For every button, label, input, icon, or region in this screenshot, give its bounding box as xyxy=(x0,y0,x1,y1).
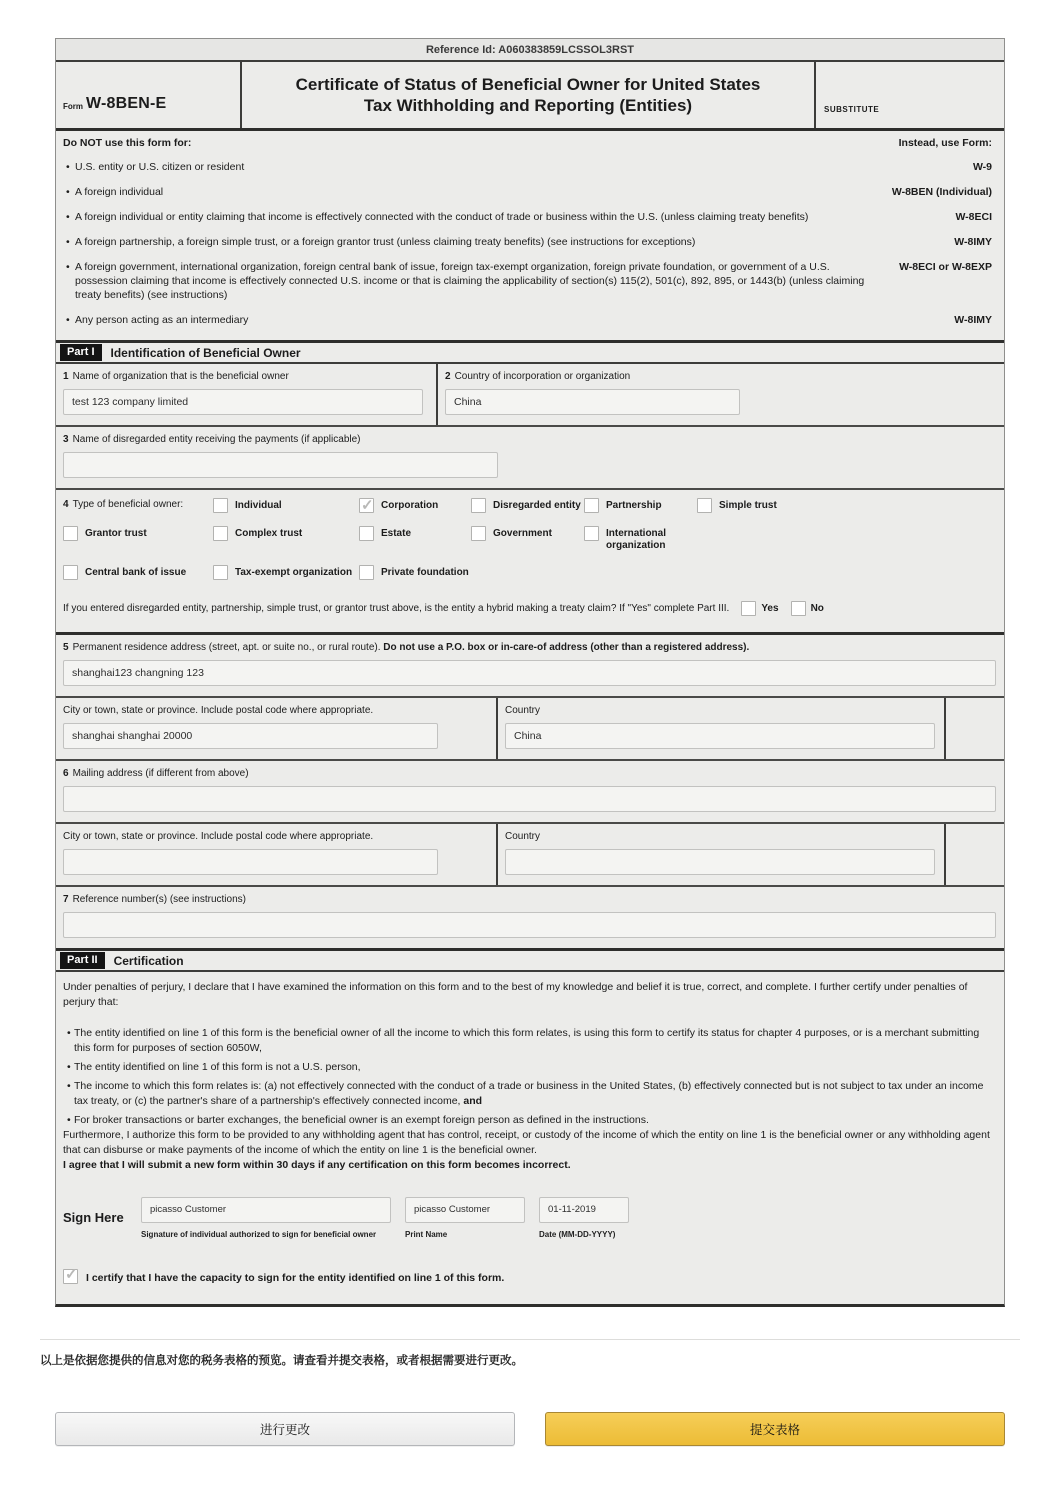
date-input[interactable]: 01-11-2019 xyxy=(539,1197,629,1223)
bullet-icon: • xyxy=(67,1114,71,1126)
hybrid-question-row xyxy=(63,601,996,616)
certification-section xyxy=(56,972,1004,1304)
option-complex-trust: Complex trust xyxy=(213,526,359,552)
form-word: Form xyxy=(63,102,83,111)
row-field-3 xyxy=(56,427,1004,490)
row-field-5 xyxy=(56,635,1004,698)
field-1-label: 1 Name of organization that is the beneficial owner xyxy=(63,371,289,382)
do-not-use-text: A foreign individual or entity claiming that income is effectively connected with the conduct of trade or business within the U.S. (unless claiming treaty benefits) xyxy=(75,211,809,223)
checkbox-capacity-certify[interactable] xyxy=(63,1269,78,1284)
do-not-use-text: A foreign government, international organization, foreign central bank of issue, foreign tax-exempt organization, foreign private foundation, or government of a U.S. possession claiming that income is effectively connected U.S. income or that is claiming the applicability of section(s) 115(2), 501(c), 892, 895, or 1443(b) (unless claiming treaty benefits) (see instructions) xyxy=(75,261,865,301)
row-city-country-1 xyxy=(56,698,1004,761)
mailing-country-label: Country xyxy=(505,831,541,842)
bullet-icon: • xyxy=(67,1080,71,1092)
row-city-country-2 xyxy=(56,824,1004,887)
do-not-use-item xyxy=(63,185,992,199)
capacity-certify-row xyxy=(63,1268,994,1286)
org-name-input[interactable]: test 123 company limited xyxy=(63,389,423,415)
divider xyxy=(40,1339,1020,1340)
option-central-bank: Central bank of issue xyxy=(63,565,213,580)
substitute-cell xyxy=(814,62,1004,128)
checkbox-hybrid-yes[interactable] xyxy=(741,601,756,616)
row-field-1-2 xyxy=(56,364,1004,427)
do-not-use-text: A foreign partnership, a foreign simple trust, or a foreign grantor trust (unless claiming treaty benefits) (see instructions for exceptions) xyxy=(75,236,696,248)
print-name-group xyxy=(405,1197,525,1242)
checkbox-partnership[interactable] xyxy=(584,498,599,513)
option-estate: Estate xyxy=(359,526,471,552)
city-input[interactable]: shanghai shanghai 20000 xyxy=(63,723,438,749)
part2-title: Certification xyxy=(113,953,184,968)
part1-title: Identification of Beneficial Owner xyxy=(110,345,301,360)
instead-form-name: W-8ECI xyxy=(955,211,992,223)
mailing-city-label: City or town, state or province. Include postal code where appropriate. xyxy=(63,831,374,842)
field-2-cell xyxy=(438,364,1004,425)
checkbox-individual[interactable] xyxy=(213,498,228,513)
form-title-line1: Certificate of Status of Beneficial Owner for United States xyxy=(295,75,761,94)
agree-statement: I agree that I will submit a new form within 30 days if any certification on this form becomes incorrect. xyxy=(63,1159,571,1171)
checkbox-hybrid-no[interactable] xyxy=(791,601,806,616)
row-field-6 xyxy=(56,761,1004,824)
do-not-use-header xyxy=(63,137,992,149)
checkbox-estate[interactable] xyxy=(359,526,374,541)
do-not-use-item xyxy=(63,313,992,327)
instead-use-form-heading: Instead, use Form: xyxy=(898,137,992,149)
instead-form-name: W-8IMY xyxy=(954,236,992,248)
checkbox-corporation[interactable] xyxy=(359,498,374,513)
signature-group xyxy=(141,1197,391,1242)
form-title-cell xyxy=(242,62,814,128)
row-field-7 xyxy=(56,887,1004,951)
sign-here-label: Sign Here xyxy=(63,1210,124,1225)
certification-bullet: • The entity identified on line 1 of this form is not a U.S. person, xyxy=(63,1060,994,1075)
bullet-icon: • xyxy=(66,236,70,248)
field-1-cell xyxy=(56,364,438,425)
bullet-icon: • xyxy=(66,161,70,173)
instead-form-name: W-9 xyxy=(972,161,992,173)
country-label: Country xyxy=(505,705,541,716)
bullet-icon: • xyxy=(66,261,70,273)
part2-chip: Part II xyxy=(60,952,105,969)
option-corporation: ✓ Corporation xyxy=(359,498,471,513)
form-number: W-8BEN-E xyxy=(86,95,167,112)
w8bene-form xyxy=(55,38,1005,1307)
mailing-city-input[interactable] xyxy=(63,849,438,875)
bullet-icon: • xyxy=(66,314,70,326)
do-not-use-heading: Do NOT use this form for: xyxy=(63,137,192,149)
spacer-cell xyxy=(946,824,1004,885)
city-cell xyxy=(56,698,498,759)
spacer-cell xyxy=(946,698,1004,759)
bullet-icon: • xyxy=(67,1061,71,1073)
instead-form-name: W-8BEN (Individual) xyxy=(891,186,992,198)
do-not-use-section xyxy=(56,131,1004,343)
reference-numbers-input[interactable] xyxy=(63,912,996,938)
make-changes-button[interactable]: 进行更改 xyxy=(55,1412,515,1446)
certification-intro: Under penalties of perjury, I declare that I have examined the information on this form and to the best of my knowledge and belief it is true, correct, and complete. I further certify under penalties of perjury that: xyxy=(63,981,968,1008)
checkbox-tax-exempt-organization[interactable] xyxy=(213,565,228,580)
bullet-icon: • xyxy=(67,1027,71,1039)
checkbox-international-organization[interactable] xyxy=(584,526,599,541)
print-name-input[interactable]: picasso Customer xyxy=(405,1197,525,1223)
date-caption: Date (MM-DD-YYYY) xyxy=(539,1230,616,1239)
form-number-cell xyxy=(56,62,242,128)
signature-input[interactable]: picasso Customer xyxy=(141,1197,391,1223)
part1-chip: Part I xyxy=(60,344,102,361)
form-title-line2: Tax Withholding and Reporting (Entities) xyxy=(363,96,693,115)
capacity-certify-text: I certify that I have the capacity to sign for the entity identified on line 1 of this form. xyxy=(86,1272,505,1284)
row-field-4 xyxy=(56,490,1004,635)
option-simple-trust: Simple trust xyxy=(697,498,996,513)
signature-caption: Signature of individual authorized to sign for beneficial owner xyxy=(141,1230,377,1239)
city-label: City or town, state or province. Include postal code where appropriate. xyxy=(63,705,374,716)
instead-form-name: W-8IMY xyxy=(954,314,992,326)
instead-form-name: W-8ECI or W-8EXP xyxy=(899,261,992,273)
mailing-country-input[interactable] xyxy=(505,849,935,875)
footer-note: 以上是依据您提供的信息对您的税务表格的预览。请查看并提交表格，或者根据需要进行更改。 xyxy=(40,1355,523,1367)
date-group xyxy=(539,1197,629,1242)
mailing-address-input[interactable] xyxy=(63,786,996,812)
hybrid-no-pair: No xyxy=(791,601,824,616)
option-tax-exempt-organization: Tax-exempt organization xyxy=(213,565,359,580)
certification-bullet: • The income to which this form relates is: (a) not effectively connected with the conduct of a trade or business in the United States, (b) effectively connected but is not subject to tax under an income tax treaty, or (c) the partner's share of a partnership's effectively connected income, and xyxy=(63,1079,994,1109)
checkbox-private-foundation[interactable] xyxy=(359,565,374,580)
form-title-row xyxy=(56,62,1004,131)
reference-id-band xyxy=(56,39,1004,62)
bullet-icon: • xyxy=(66,211,70,223)
country-input[interactable]: China xyxy=(505,723,935,749)
mailing-country-cell xyxy=(498,824,946,885)
sign-row xyxy=(63,1197,994,1242)
field-5-label: 5 Permanent residence address (street, apt. or suite no., or rural route). Do not use a P.O. box or in-care-of address (other than a registered address). xyxy=(63,642,750,653)
country-incorporation-input[interactable]: China xyxy=(445,389,740,415)
field-3-label: 3 Name of disregarded entity receiving the payments (if applicable) xyxy=(63,434,361,445)
hybrid-question: If you entered disregarded entity, partnership, simple trust, or grantor trust above, is the entity a hybrid making a treaty claim? If "Yes" complete Part III. xyxy=(63,603,730,614)
do-not-use-item xyxy=(63,235,992,249)
country-cell xyxy=(498,698,946,759)
option-international-organization: International organization xyxy=(584,526,697,552)
permanent-address-input[interactable]: shanghai123 changning 123 xyxy=(63,660,996,686)
submit-form-button[interactable]: 提交表格 xyxy=(545,1412,1005,1446)
checkbox-complex-trust[interactable] xyxy=(213,526,228,541)
reference-id: Reference Id: A060383859LCSSOL3RST xyxy=(425,44,635,56)
do-not-use-text: Any person acting as an intermediary xyxy=(75,314,249,326)
part1-header xyxy=(56,343,1004,364)
option-partnership: Partnership xyxy=(584,498,697,513)
beneficial-owner-type-grid xyxy=(63,498,996,580)
field-2-label: 2 Country of incorporation or organization xyxy=(445,371,631,382)
disregarded-entity-input[interactable] xyxy=(63,452,498,478)
checkbox-central-bank[interactable] xyxy=(63,565,78,580)
option-individual: Individual xyxy=(213,498,359,513)
field-4-label: 4 Type of beneficial owner: xyxy=(63,499,184,510)
option-government: Government xyxy=(471,526,584,552)
option-private-foundation: Private foundation xyxy=(359,565,471,580)
option-disregarded-entity: Disregarded entity xyxy=(471,498,584,513)
do-not-use-text: U.S. entity or U.S. citizen or resident xyxy=(75,161,245,173)
checkbox-government[interactable] xyxy=(471,526,486,541)
substitute-label: SUBSTITUTE xyxy=(824,105,880,114)
grid-spacer xyxy=(697,526,996,552)
checkbox-simple-trust[interactable] xyxy=(697,498,712,513)
certification-bullet: • The entity identified on line 1 of this form is the beneficial owner of all the income to which this form relates, is using this form to certify its status for chapter 4 purposes, or is a merchant submitting this form for purposes of section 6050W, xyxy=(63,1026,994,1056)
field-7-label: 7 Reference number(s) (see instructions) xyxy=(63,894,246,905)
footer-buttons xyxy=(55,1412,1060,1446)
do-not-use-item xyxy=(63,260,992,302)
checkbox-disregarded-entity[interactable] xyxy=(471,498,486,513)
certification-bullets xyxy=(63,1026,994,1128)
hybrid-yes-pair: Yes xyxy=(741,601,778,616)
print-name-caption: Print Name xyxy=(405,1230,448,1239)
checkbox-grantor-trust[interactable] xyxy=(63,526,78,541)
furthermore-paragraph: Furthermore, I authorize this form to be provided to any withholding agent that has control, receipt, or custody of the income of which the entity on line 1 is the beneficial owner or any withholding agent that can disburse or make payments of the income of which the entity on line 1 is the beneficial owner. xyxy=(63,1129,990,1156)
option-grantor-trust: Grantor trust xyxy=(63,526,213,552)
do-not-use-item xyxy=(63,210,992,224)
certification-bullet: • For broker transactions or barter exchanges, the beneficial owner is an exempt foreign person as defined in the instructions. xyxy=(63,1113,994,1128)
bullet-icon: • xyxy=(66,186,70,198)
do-not-use-item xyxy=(63,160,992,174)
mailing-city-cell xyxy=(56,824,498,885)
part2-header xyxy=(56,951,1004,972)
field-6-label: 6 Mailing address (if different from above) xyxy=(63,768,249,779)
do-not-use-text: A foreign individual xyxy=(75,186,164,198)
